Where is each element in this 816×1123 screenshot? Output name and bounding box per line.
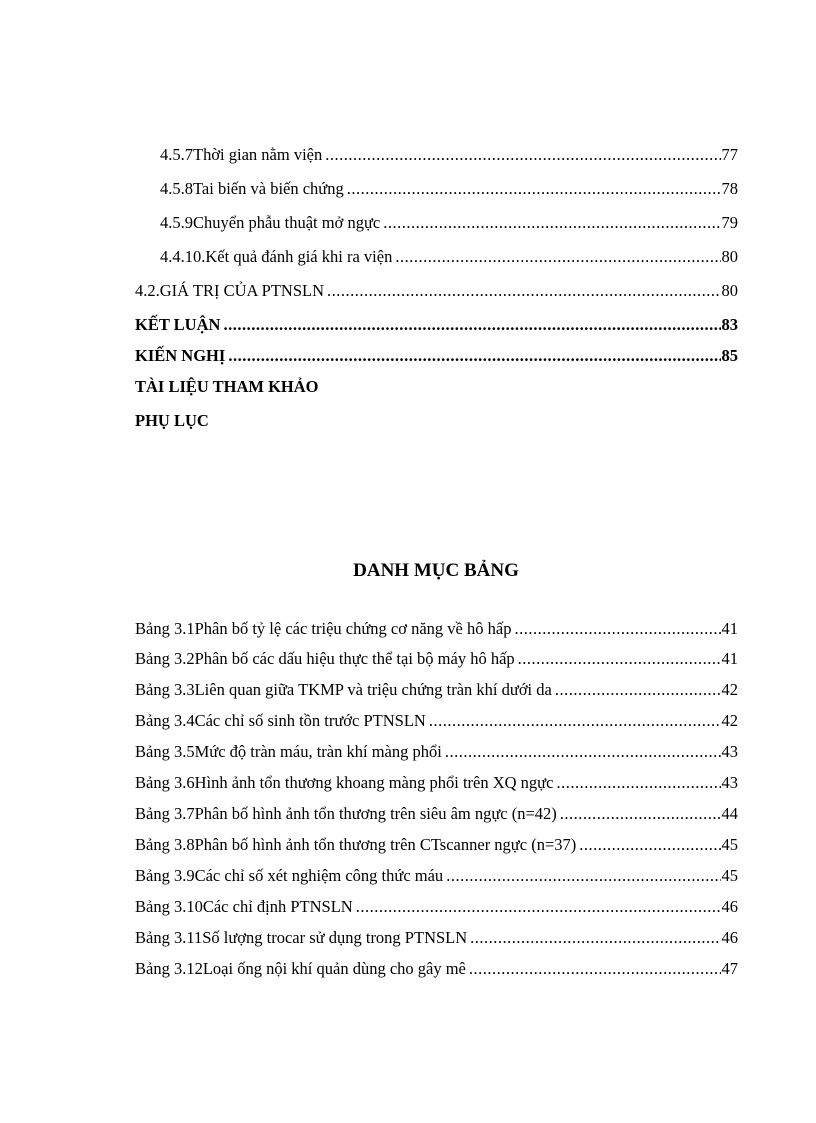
table-title: Phân bố hình ảnh tổn thương trên CTscanner ngực (n=37)	[194, 835, 577, 854]
toc-entry-number: 4.5.7	[160, 145, 193, 164]
table-page: 43	[721, 742, 738, 761]
toc-entry-title: KẾT LUẬN	[135, 315, 221, 334]
toc-entry-page: 80	[721, 281, 738, 300]
toc-conclusion-entry	[135, 315, 738, 335]
dot-leader	[327, 281, 720, 301]
toc-entry-title: KIẾN NGHỊ	[135, 346, 226, 365]
dot-leader	[347, 179, 721, 199]
table-list-item	[135, 773, 738, 793]
table-list-item	[135, 804, 738, 824]
dot-leader	[555, 680, 721, 700]
dot-leader	[514, 619, 720, 639]
table-page: 45	[721, 866, 738, 885]
table-list-item	[135, 680, 738, 700]
toc-entry-page: 77	[721, 145, 738, 164]
table-list-item	[135, 928, 738, 948]
table-label: Bảng 3.4	[135, 711, 195, 730]
toc-entry	[160, 145, 738, 165]
table-page: 41	[721, 619, 738, 638]
table-label: Bảng 3.1	[135, 619, 195, 638]
table-title: Liên quan giữa TKMP và triệu chứng tràn khí dưới da	[194, 680, 552, 699]
dot-leader	[429, 711, 721, 731]
table-page: 46	[721, 928, 738, 947]
toc-section-entry	[135, 281, 738, 301]
table-title: Hình ảnh tổn thương khoang màng phổi trên XQ ngực	[194, 773, 554, 792]
toc-entry-page: 79	[721, 213, 738, 232]
table-page: 43	[721, 773, 738, 792]
table-list-item	[135, 866, 738, 886]
table-page: 42	[721, 711, 738, 730]
dot-leader	[560, 804, 721, 824]
table-title: Các chỉ số sinh tồn trước PTNSLN	[194, 711, 426, 730]
toc-entry-title: Thời gian nằm viện	[193, 145, 323, 164]
table-label: Bảng 3.7	[135, 804, 195, 823]
table-page: 45	[721, 835, 738, 854]
dot-leader	[395, 247, 720, 267]
table-list-heading: DANH MỤC BẢNG	[353, 560, 519, 581]
table-page: 47	[721, 959, 738, 978]
table-label: Bảng 3.12	[135, 959, 203, 978]
toc-entry-page: 78	[721, 179, 738, 198]
toc-entry-title: Chuyển phẫu thuật mở ngực	[193, 213, 381, 232]
table-label: Bảng 3.2	[135, 649, 195, 668]
table-title: Số lượng trocar sử dụng trong PTNSLN	[202, 928, 468, 947]
dot-leader	[223, 315, 720, 335]
dot-leader	[470, 928, 720, 948]
table-title: Phân bố hình ảnh tổn thương trên siêu âm ngực (n=42)	[194, 804, 557, 823]
toc-entry-page: 80	[721, 247, 738, 266]
table-page: 44	[721, 804, 738, 823]
dot-leader	[579, 835, 720, 855]
dot-leader	[556, 773, 720, 793]
table-title: Các chỉ định PTNSLN	[202, 897, 353, 916]
dot-leader	[383, 213, 720, 233]
toc-entry-number: 4.5.8	[160, 179, 193, 198]
table-title: Phân bố các dấu hiệu thực thể tại bộ máy hô hấp	[194, 649, 515, 668]
table-label: Bảng 3.11	[135, 928, 203, 947]
table-list-item	[135, 619, 738, 639]
table-list-item	[135, 835, 738, 855]
dot-leader	[446, 866, 720, 886]
dot-leader	[228, 346, 720, 366]
toc-entry-title: Kết quả đánh giá khi ra viện	[205, 247, 393, 266]
table-page: 42	[721, 680, 738, 699]
table-list-item	[135, 897, 738, 917]
table-list-item	[135, 711, 738, 731]
dot-leader	[356, 897, 721, 917]
toc-entry-title: GIÁ TRỊ CỦA PTNSLN	[159, 281, 325, 300]
toc-entry-number: 4.2.	[135, 281, 160, 300]
toc-entry	[160, 213, 738, 233]
toc-entry	[160, 247, 738, 267]
table-label: Bảng 3.6	[135, 773, 195, 792]
toc-references-entry: TÀI LIỆU THAM KHẢO	[135, 377, 319, 396]
table-label: Bảng 3.10	[135, 897, 203, 916]
table-label: Bảng 3.3	[135, 680, 195, 699]
dot-leader	[445, 742, 721, 762]
toc-entry-page: 85	[721, 346, 738, 365]
toc-entry-page: 83	[721, 315, 738, 334]
table-list-item	[135, 959, 738, 979]
toc-appendix-entry: PHỤ LỤC	[135, 411, 209, 430]
table-page: 41	[721, 649, 738, 668]
table-title: Các chỉ số xét nghiệm công thức máu	[194, 866, 444, 885]
toc-entry-title: Tai biến và biến chứng	[193, 179, 344, 198]
table-title: Mức độ tràn máu, tràn khí màng phổi	[194, 742, 442, 761]
toc-recommendation-entry	[135, 346, 738, 366]
table-label: Bảng 3.5	[135, 742, 195, 761]
toc-entry-number: 4.4.10.	[160, 247, 206, 266]
dot-leader	[325, 145, 720, 165]
table-label: Bảng 3.9	[135, 866, 195, 885]
table-label: Bảng 3.8	[135, 835, 195, 854]
table-list-item	[135, 742, 738, 762]
table-list-item	[135, 649, 738, 669]
table-title: Phân bố tỷ lệ các triệu chứng cơ năng về hô hấp	[194, 619, 512, 638]
table-page: 46	[721, 897, 738, 916]
dot-leader	[469, 959, 721, 979]
toc-entry-number: 4.5.9	[160, 213, 193, 232]
dot-leader	[518, 649, 721, 669]
table-title: Loại ống nội khí quản dùng cho gây mê	[202, 959, 466, 978]
toc-entry	[160, 179, 738, 199]
